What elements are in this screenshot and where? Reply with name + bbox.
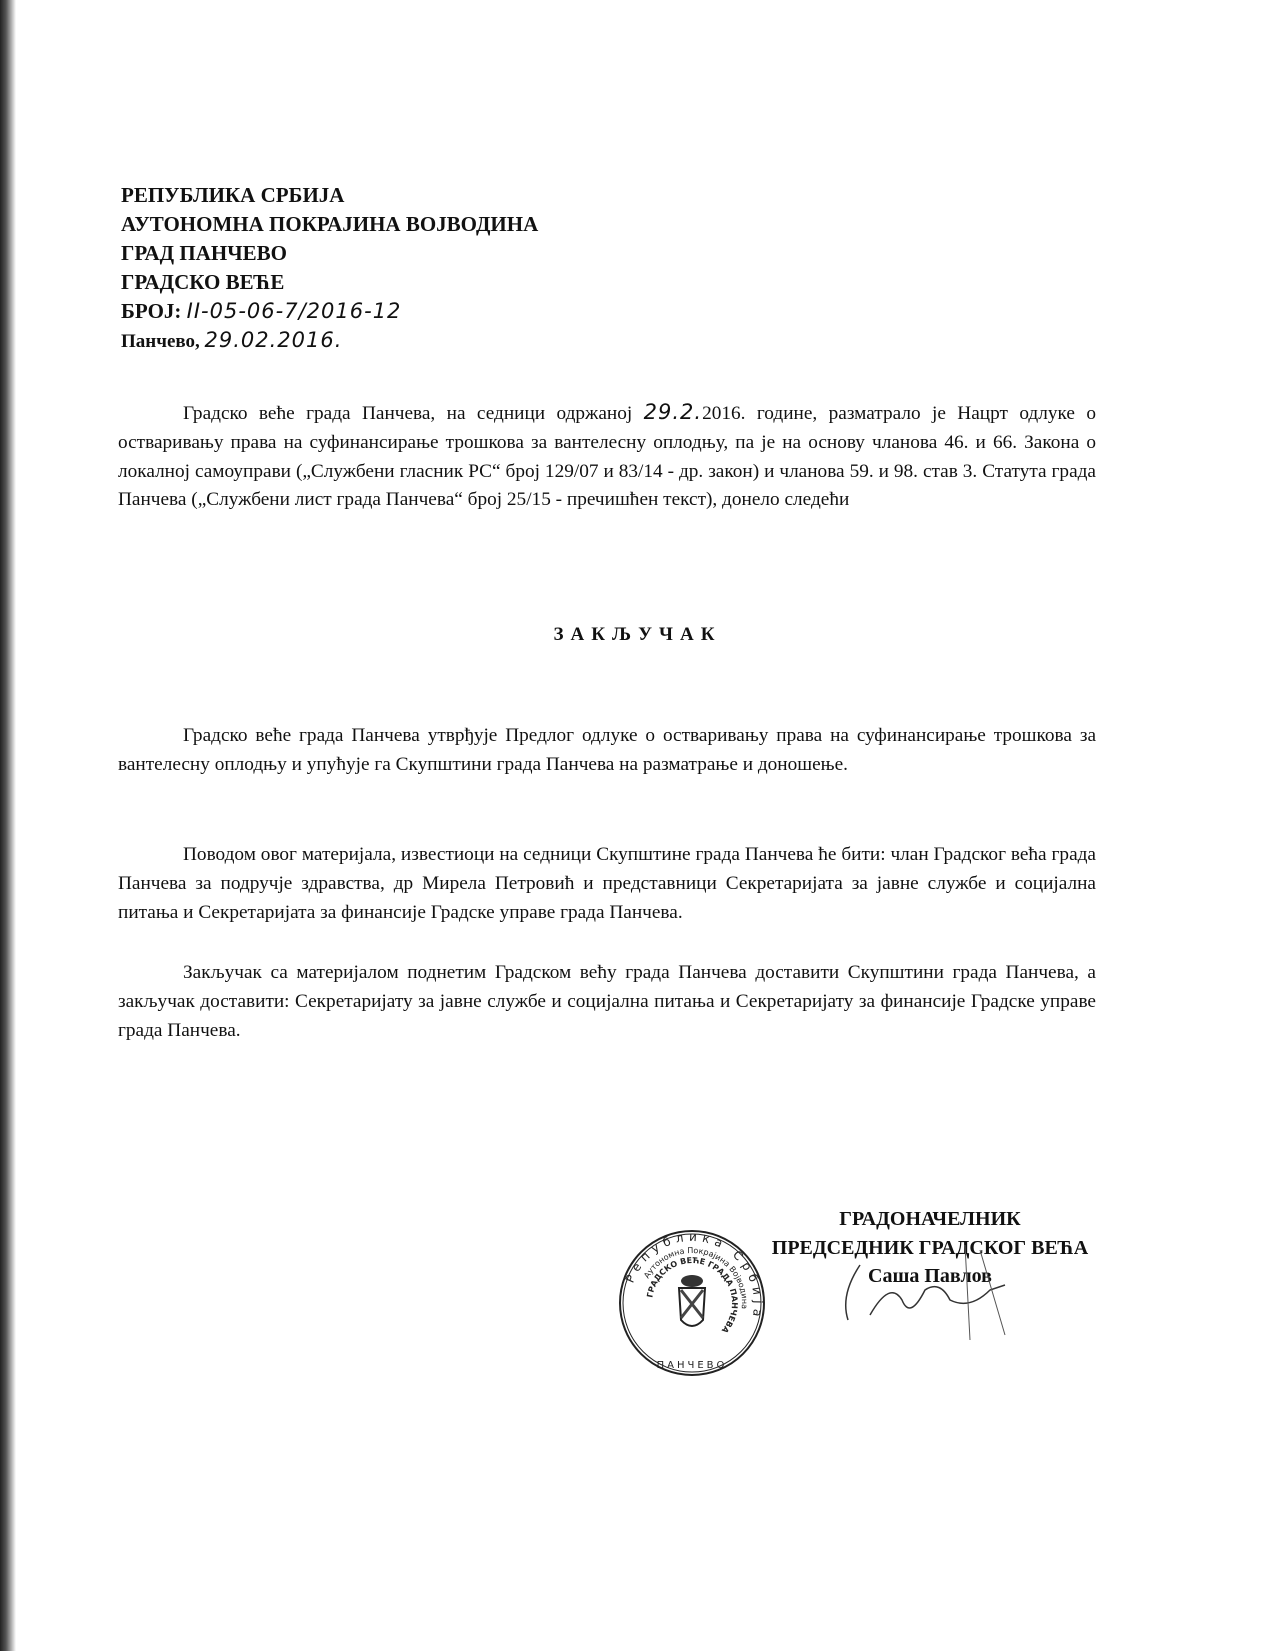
date-value: 29.02.2016. (204, 328, 343, 352)
scan-edge-shadow (0, 0, 16, 1651)
official-stamp (617, 1228, 767, 1383)
handwritten-signature (830, 1240, 1030, 1350)
document-date (121, 326, 538, 356)
place-label: Панчево, (121, 331, 200, 352)
number-value: II-05-06-7/2016-12 (186, 299, 402, 323)
document-number (121, 297, 538, 326)
intro-paragraph (118, 398, 1096, 515)
header-line-province: АУТОНОМНА ПОКРАЈИНА ВОЈВОДИНА (121, 212, 539, 236)
intro-text-1: Градско веће града Панчева, на седници одржаној (183, 403, 644, 424)
coat-of-arms-icon (679, 1275, 705, 1326)
svg-text:ПАНЧЕВО: ПАНЧЕВО (656, 1360, 728, 1371)
intro-text-2: 2016. године, разматрало је Нацрт одлуке о остваривању права на суфинансирање трошкова за вантелесну оплодњу, па је на основу чланова 46. и 66. Закона о локалној самоуправи („Службени гласник РС“ број 129/07 и 83/14 - др. закон) и чланова 59. и 98. став 3. Статута града Панчева („Службени лист града Панчева“ број 25/15 - пречишћен текст), донело следећи (118, 403, 1096, 511)
header-line-republic: РЕПУБЛИКА СРБИЈА (121, 183, 345, 207)
document-title: ЗАКЉУЧАК (553, 624, 722, 645)
paragraph-3 (118, 959, 1096, 1045)
document-header (121, 181, 538, 356)
signatory-title-president: ПРЕДСЕДНИК ГРАДСКОГ ВЕЋА (771, 1236, 1089, 1259)
header-line-council: ГРАДСКО ВЕЋЕ (121, 270, 285, 294)
paragraph-2 (118, 841, 1096, 927)
number-label: БРОЈ: (121, 299, 182, 323)
signatory-title-mayor: ГРАДОНАЧЕЛНИК (839, 1208, 1021, 1230)
paragraph-text: Градско веће града Панчева утврђује Предлог одлуке о остваривању права на суфинансирање трошкова за вантелесну оплодњу и упућује га Скупштини града Панчева на разматрање и доношење. (118, 725, 1096, 775)
signatory-name: Саша Павлов (868, 1265, 992, 1287)
header-line-city: ГРАД ПАНЧЕВО (121, 241, 287, 265)
svg-text:ГРАДСКО ВЕЋЕ ГРАДА ПАНЧЕВА: ГРАДСКО ВЕЋЕ ГРАДА ПАНЧЕВА (645, 1255, 740, 1335)
paragraph-1 (118, 722, 1096, 780)
handwritten-date: 29.2. (643, 400, 703, 424)
paragraph-text: Поводом овог материјала, известиоци на седници Скупштине града Панчева ће бити: члан Градског већа града Панчева за подручје здравства, др Мирела Петровић и представници Секретаријата за јавне службе и социјална питања и Секретаријата за финансије Градске управе града Панчева. (118, 844, 1096, 923)
svg-text:Република Србија: Република Србија (622, 1229, 766, 1323)
paragraph-text: Закључак са материјалом поднетим Градском већу града Панчева доставити Скупштини града Панчева, а закључак доставити: Секретаријату за јавне службе и социјална питања и Секретаријату за финансије Градске управе града Панчева. (118, 962, 1096, 1041)
svg-text:Аутономна Покрајина Војводина: Аутономна Покрајина Војводина (642, 1245, 750, 1310)
